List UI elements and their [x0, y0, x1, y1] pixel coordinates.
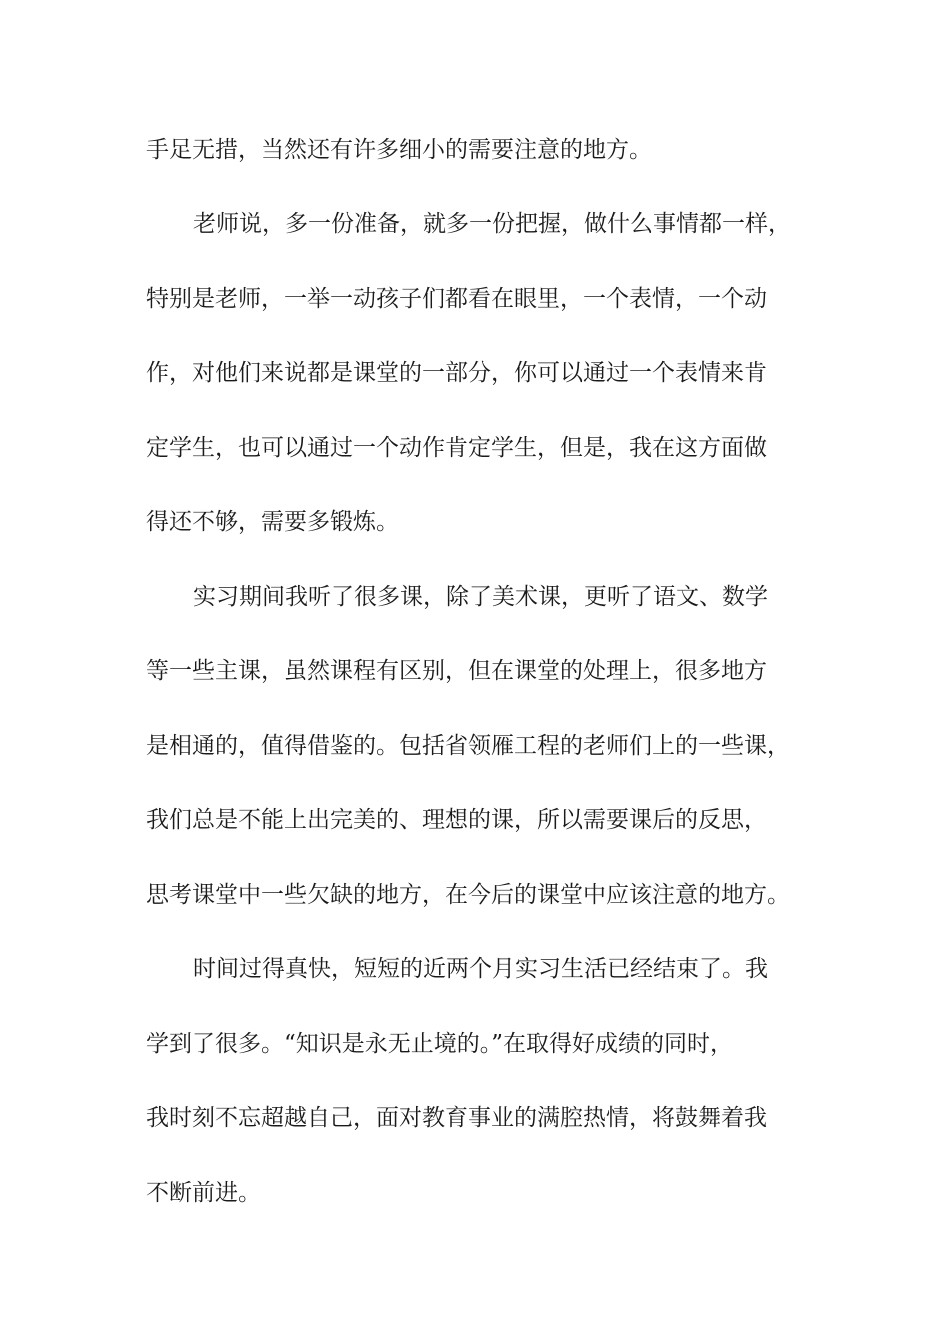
text-line: 是相通的，值得借鉴的。包括省领雁工程的老师们上的一些课， — [146, 733, 790, 759]
text-line: 等一些主课，虽然课程有区别，但在课堂的处理上，很多地方 — [146, 658, 767, 684]
text-line: 我时刻不忘超越自己，面对教育事业的满腔热情，将鼓舞着我 — [146, 1105, 767, 1131]
text-line: 不断前进。 — [146, 1180, 261, 1206]
text-line: 定学生，也可以通过一个动作肯定学生，但是，我在这方面做 — [146, 435, 767, 461]
text-line: 特别是老师，一举一动孩子们都看在眼里，一个表情，一个动 — [146, 286, 767, 312]
text-line: 得还不够，需要多锻炼。 — [146, 509, 399, 535]
paragraph-first-line: 实习期间我听了很多课，除了美术课，更听了语文、数学 — [193, 584, 768, 610]
paragraph-first-line: 老师说，多一份准备，就多一份把握，做什么事情都一样， — [193, 211, 791, 237]
text-line: 作，对他们来说都是课堂的一部分，你可以通过一个表情来肯 — [146, 360, 767, 386]
text-line: 我们总是不能上出完美的、理想的课，所以需要课后的反思， — [146, 807, 767, 833]
paragraph-first-line: 时间过得真快，短短的近两个月实习生活已经结束了。我 — [193, 956, 768, 982]
text-line: 学到了很多。“知识是永无止境的。”在取得好成绩的同时， — [146, 1031, 734, 1057]
text-line: 手足无措，当然还有许多细小的需要注意的地方。 — [146, 137, 652, 163]
text-line: 思考课堂中一些欠缺的地方，在今后的课堂中应该注意的地方。 — [146, 882, 790, 908]
